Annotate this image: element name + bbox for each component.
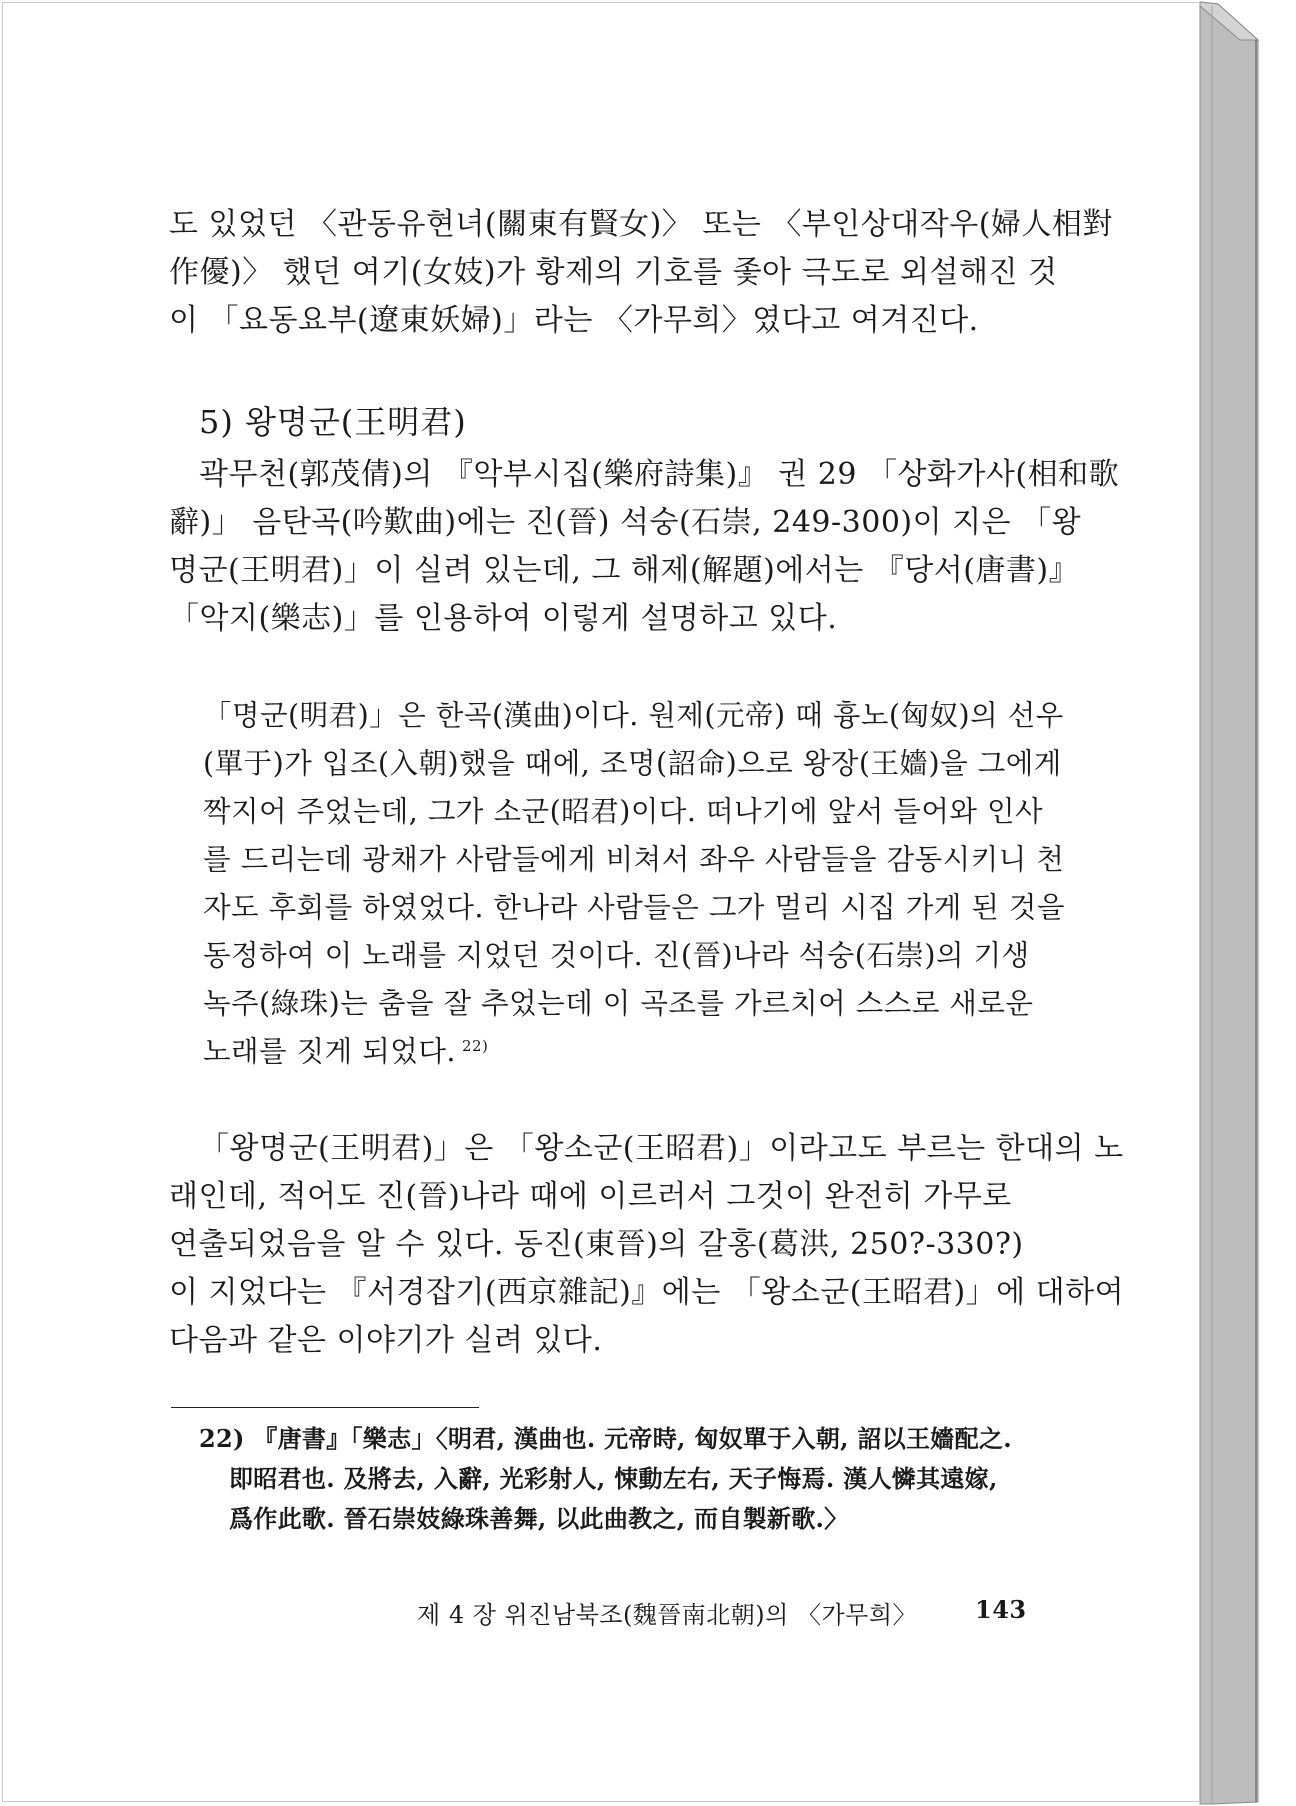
quote-line-2: (單于)가 입조(入朝)했을 때에, 조명(詔命)으로 왕장(王嬙)을 그에게 <box>203 747 1062 780</box>
quote-line-3: 짝지어 주었는데, 그가 소군(昭君)이다. 떠나기에 앞서 들어와 인사 <box>203 795 1044 828</box>
paragraph-2-line-2: 래인데, 적어도 진(晉)나라 때에 이르러서 그것이 완전히 가무로 <box>169 1179 1012 1214</box>
quote-line-4: 를 드리는데 광채가 사람들에게 비쳐서 좌우 사람들을 감동시키니 천 <box>203 843 1065 876</box>
paragraph-2-line-5: 다음과 같은 이야기가 실려 있다. <box>169 1323 603 1358</box>
page-number: 143 <box>975 1595 1027 1624</box>
book-page <box>2 2 1200 1802</box>
intro-line-3: 이 「요동요부(遼東妖婦)」라는 〈가무희〉였다고 여겨진다. <box>169 303 979 338</box>
paragraph-1-line-3: 명군(王明君)」이 실려 있는데, 그 해제(解題)에서는 『당서(唐書)』 <box>169 553 1080 588</box>
footnote-divider <box>171 1407 479 1408</box>
quote-line-1: 「명군(明君)」은 한곡(漢曲)이다. 원제(元帝) 때 흉노(匈奴)의 선우 <box>203 699 1064 732</box>
paragraph-2-line-1: 「왕명군(王明君)」은 「왕소군(王昭君)」이라고도 부르는 한대의 노 <box>199 1131 1124 1166</box>
quote-line-8 <box>203 1029 488 1070</box>
chapter-title: 제 4 장 위진남북조(魏晉南北朝)의 〈가무희〉 <box>417 1601 918 1629</box>
paragraph-2-line-4: 이 지었다는 『서경잡기(西京雜記)』에는 「왕소군(王昭君)」에 대하여 <box>169 1275 1125 1310</box>
paragraph-1-line-4: 「악지(樂志)」를 인용하여 이렇게 설명하고 있다. <box>169 601 838 636</box>
quote-line-6: 동정하여 이 노래를 지었던 것이다. 진(晉)나라 석숭(石崇)의 기생 <box>203 939 1030 972</box>
section-heading: 5) 왕명군(王明君) <box>199 403 467 441</box>
paragraph-1-line-1: 곽무천(郭茂倩)의 『악부시집(樂府詩集)』 권 29 「상화가사(相和歌 <box>199 457 1120 492</box>
paragraph-2-line-3: 연출되었음을 알 수 있다. 동진(東晉)의 갈홍(葛洪, 250?-330?) <box>169 1227 1024 1262</box>
paragraph-1-line-2: 辭)」 음탄곡(吟歎曲)에는 진(晉) 석숭(石崇, 249-300)이 지은 「왕 <box>169 505 1082 540</box>
quote-line-5: 자도 후회를 하였었다. 한나라 사람들은 그가 멀리 시집 가게 된 것을 <box>203 891 1065 924</box>
footnote-marker: 22) <box>461 1036 489 1055</box>
quote-line-7: 녹주(綠珠)는 춤을 잘 추었는데 이 곡조를 가르치어 스스로 새로운 <box>203 987 1034 1020</box>
footnote-line-3: 爲作此歌. 晉石崇妓綠珠善舞, 以此曲教之, 而自製新歌.〉 <box>229 1504 849 1533</box>
footnote-line-2: 即昭君也. 及將去, 入辭, 光彩射人, 悚動左右, 天子悔焉. 漢人憐其遠嫁, <box>229 1464 998 1493</box>
intro-line-2: 作優)〉 했던 여기(女妓)가 황제의 기호를 좇아 극도로 외설해진 것 <box>169 255 1058 290</box>
quote-line-8-text: 노래를 짓게 되었다. <box>203 1035 456 1068</box>
footnote-line-1: 22) 『唐書』「樂志」〈明君, 漢曲也. 元帝時, 匈奴單于入朝, 詔以王嬙配之. <box>199 1424 1012 1453</box>
intro-line-1: 도 있었던 〈관동유현녀(關東有賢女)〉 또는 〈부인상대작우(婦人相對 <box>169 207 1113 242</box>
